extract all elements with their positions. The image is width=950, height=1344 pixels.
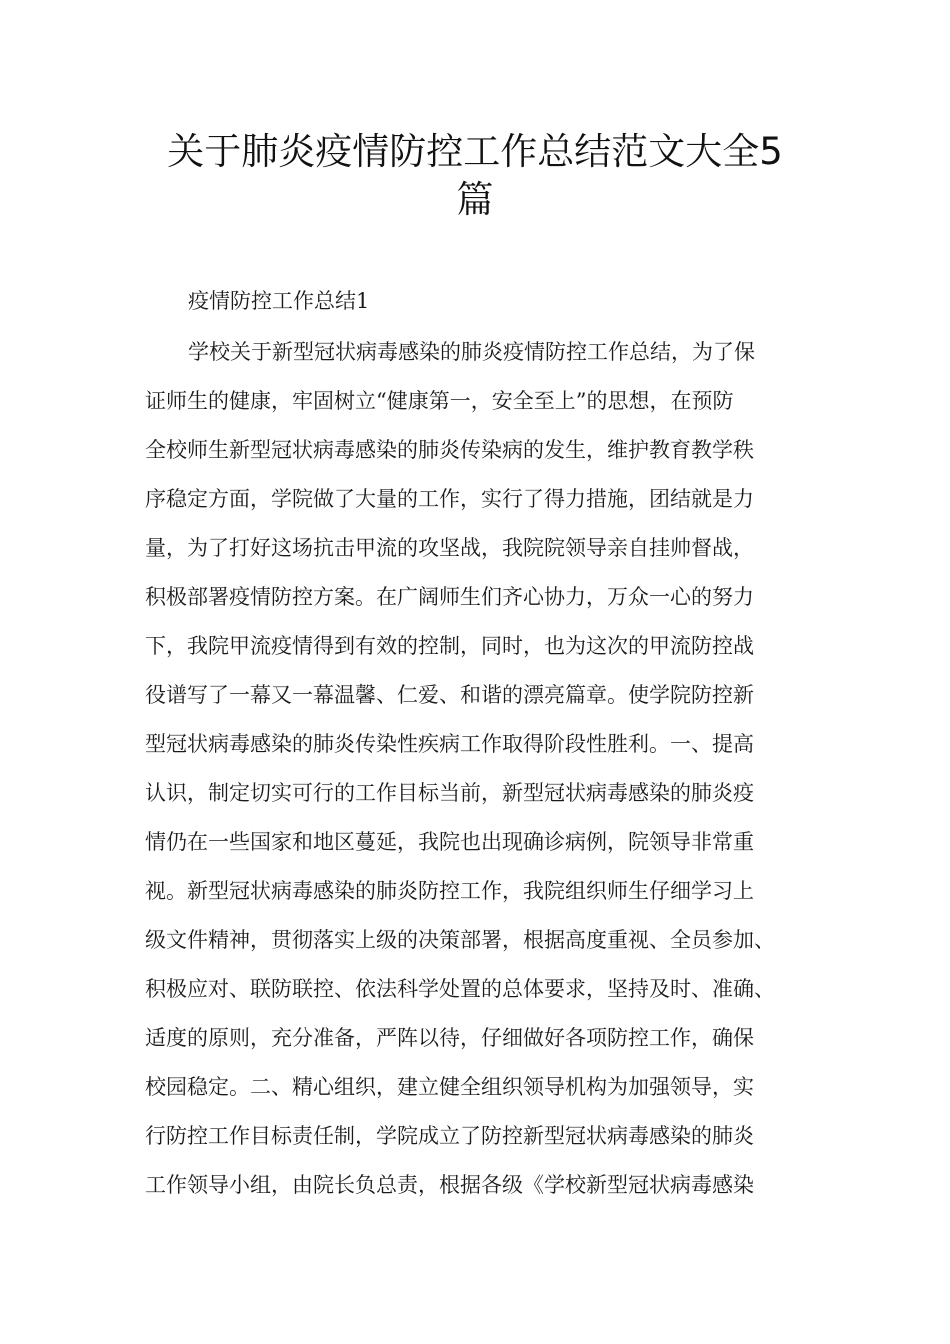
body-line: 视。新型冠状病毒感染的肺炎防控工作，我院组织师生仔细学习上 bbox=[145, 879, 754, 903]
body-line: 认识，制定切实可行的工作目标当前，新型冠状病毒感染的肺炎疫 bbox=[145, 781, 754, 805]
section-heading: 疫情防控工作总结1 bbox=[188, 289, 370, 313]
body-line: 全校师生新型冠状病毒感染的肺炎传染病的发生，维护教育教学秩 bbox=[145, 438, 754, 462]
body-line: 量，为了打好这场抗击甲流的攻坚战，我院院领导亲自挂帅督战， bbox=[145, 536, 754, 560]
document-title-line-1: 关于肺炎疫情防控工作总结范文大全5 bbox=[167, 130, 783, 173]
document-title bbox=[140, 128, 810, 224]
body-paragraph bbox=[145, 334, 835, 1216]
body-line: 级文件精神，贯彻落实上级的决策部署，根据高度重视、全员参加、 bbox=[145, 928, 775, 952]
body-line: 学校关于新型冠状病毒感染的肺炎疫情防控工作总结，为了保 bbox=[188, 340, 755, 364]
body-line: 情仍在一些国家和地区蔓延，我院也出现确诊病例，院领导非常重 bbox=[145, 830, 754, 854]
body-line: 序稳定方面，学院做了大量的工作，实行了得力措施，团结就是力 bbox=[145, 487, 754, 511]
body-line: 证师生的健康，牢固树立“健康第一，安全至上”的思想，在预防 bbox=[145, 389, 734, 413]
body-line: 下，我院甲流疫情得到有效的控制，同时，也为这次的甲流防控战 bbox=[145, 634, 754, 658]
document-title-line-2: 篇 bbox=[456, 178, 494, 221]
body-line: 适度的原则，充分准备，严阵以待，仔细做好各项防控工作，确保 bbox=[145, 1026, 754, 1050]
body-line: 积极应对、联防联控、依法科学处置的总体要求，坚持及时、准确、 bbox=[145, 977, 775, 1001]
body-line: 行防控工作目标责任制，学院成立了防控新型冠状病毒感染的肺炎 bbox=[145, 1124, 754, 1148]
body-line: 役谱写了一幕又一幕温馨、仁爱、和谐的漂亮篇章。使学院防控新 bbox=[145, 683, 754, 707]
body-line: 积极部署疫情防控方案。在广阔师生们齐心协力，万众一心的努力 bbox=[145, 585, 754, 609]
body-line: 工作领导小组，由院长负总责，根据各级《学校新型冠状病毒感染 bbox=[145, 1173, 754, 1197]
body-line: 型冠状病毒感染的肺炎传染性疾病工作取得阶段性胜利。一、提高 bbox=[145, 732, 754, 756]
body-line: 校园稳定。二、精心组织，建立健全组织领导机构为加强领导，实 bbox=[145, 1075, 754, 1099]
